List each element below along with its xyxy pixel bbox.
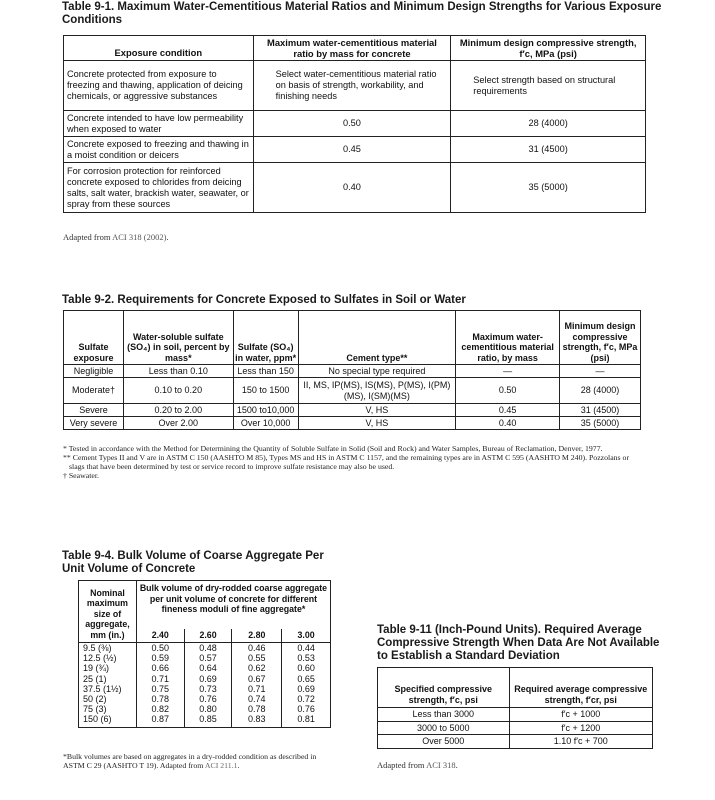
cell-cement: II, MS, IP(MS), IS(MS), P(MS), I(PM)(MS), I(SM)(MS) — [298, 378, 456, 404]
table-row — [64, 111, 646, 137]
cell-strength: 28 (4000) — [560, 378, 641, 404]
cell-soil: Over 2.00 — [123, 417, 233, 430]
header-max-wc-ratio: Maximum water-cementitious material ratio by mass for concrete — [253, 36, 451, 61]
cell-exposure: Concrete intended to have low permeability when exposed to water — [64, 111, 254, 137]
source-reference: ACI 318 — [426, 760, 456, 770]
source-end: . — [455, 760, 458, 770]
header-fm-2-80: 2.80 — [232, 629, 282, 643]
cell-bulk-volume: 0.76 — [184, 694, 232, 704]
cell-water: Less than 150 — [233, 365, 298, 378]
table-row — [378, 735, 653, 749]
cell-strength: 31 (4500) — [451, 137, 646, 163]
table-9-1 — [63, 35, 646, 213]
cell-bulk-volume: 0.55 — [232, 653, 282, 663]
cell-wc: 0.45 — [456, 404, 560, 417]
cell-bulk-volume: 0.53 — [297, 653, 315, 664]
header-nominal-size: Nominal maximum size of aggregate, mm (in.) — [79, 581, 137, 643]
cell-bulk-volume: 0.50 — [136, 643, 184, 654]
table-9-1-source — [63, 232, 169, 242]
cell-cement: V, HS — [298, 404, 456, 417]
cell-required: f′c + 1000 — [509, 708, 652, 722]
header-fm-2-60: 2.60 — [184, 629, 232, 643]
cell-bulk-volume: 0.75 — [136, 684, 184, 694]
cell-strength: 35 (5000) — [560, 417, 641, 430]
cell-wc-ratio: Select water-cementitious material ratio on basis of strength, workability, and finishing needs — [253, 61, 451, 111]
cell-bulk-volume: 0.87 — [136, 714, 184, 727]
table-9-4 — [78, 580, 331, 728]
cell-bulk-volume: 0.71 — [136, 674, 184, 684]
table-9-2-title: Table 9-2. Requirements for Concrete Exposed to Sulfates in Soil or Water — [62, 294, 466, 306]
cell-wc: 0.40 — [456, 417, 560, 430]
table-9-4-title: Table 9-4. Bulk Volume of Coarse Aggregate Per Unit Volume of Concrete — [62, 550, 324, 575]
table-9-11-title: Table 9-11 (Inch-Pound Units). Required Average Compressive Strength When Data Are Not Available to Establish a Standard Deviation — [377, 624, 660, 662]
table-row — [378, 721, 653, 735]
header-specified-strength — [378, 668, 510, 708]
table-row — [79, 653, 331, 663]
cell-water: 1500 to10,000 — [233, 404, 298, 417]
header-cement-type: Cement type** — [298, 311, 456, 365]
header-bulk-volume: Bulk volume of dry-rodded coarse aggregate per unit volume of concrete for different fineness moduli of fine aggregate* — [139, 583, 328, 614]
cell-aggregate-size: 150 (6) — [79, 714, 137, 727]
cell-aggregate-size: 37.5 (1½) — [79, 684, 137, 694]
table-row — [79, 643, 331, 654]
cell-aggregate-size: 75 (3) — [79, 704, 137, 714]
cell-bulk-volume: 0.71 — [232, 684, 282, 694]
header-required-strength-text: Required average compressive strength, f′cr, psi — [514, 684, 648, 705]
table-9-11 — [377, 667, 653, 749]
table-9-1-title: Table 9-1. Maximum Water-Cementitious Material Ratios and Minimum Design Strengths for Various Exposure Conditions — [62, 1, 662, 26]
cell-bulk-volume: 0.48 — [184, 643, 232, 654]
cell-bulk-volume: 0.76 — [297, 704, 315, 715]
cell-bulk-volume: 0.67 — [232, 674, 282, 684]
footnote-bulk-volumes: *Bulk volumes are based on aggregates in a dry-rodded condition as described in ASTM C 29 (AASHTO T 19). Adapted from — [63, 752, 317, 770]
cell-required: 1.10 f′c + 700 — [509, 735, 652, 749]
table-9-2 — [63, 310, 641, 430]
cell-wc: 0.50 — [456, 378, 560, 404]
cell-cement: No special type required — [298, 365, 456, 378]
footnote-seawater: † Seawater. — [63, 471, 99, 480]
table-row — [64, 61, 646, 111]
cell-exposure: Moderate† — [64, 378, 124, 404]
cell-wc-ratio: 0.50 — [253, 111, 451, 137]
header-fm-2-40: 2.40 — [136, 629, 184, 643]
cell-bulk-volume: 0.65 — [297, 673, 315, 684]
source-prefix: Adapted from — [377, 760, 425, 770]
cell-exposure: Concrete exposed to freezing and thawing in a moist condition or deicers — [64, 137, 254, 163]
cell-bulk-volume: 0.62 — [232, 663, 282, 673]
table-9-11-source — [377, 760, 458, 770]
cell-bulk-volume: 0.78 — [136, 694, 184, 704]
cell-specified: Over 5000 — [378, 735, 510, 749]
table-9-2-notes — [63, 444, 645, 480]
cell-exposure: Negligible — [64, 365, 124, 378]
header-fm-3-00: 3.00 — [297, 630, 315, 640]
table-row — [64, 417, 641, 430]
table-row — [64, 378, 641, 404]
cell-aggregate-size: 50 (2) — [79, 694, 137, 704]
cell-exposure: Concrete protected from exposure to freezing and thawing, application of deicing chemicals, or aggressive substances — [64, 61, 254, 111]
cell-bulk-volume: 0.74 — [232, 694, 282, 704]
table-9-4-note — [63, 752, 338, 770]
cell-cement: V, HS — [298, 417, 456, 430]
table-row — [64, 365, 641, 378]
cell-water: 150 to 1500 — [233, 378, 298, 404]
cell-bulk-volume: 0.72 — [297, 694, 315, 705]
source-end: . — [166, 232, 169, 242]
table-row — [79, 704, 331, 714]
table-row — [79, 674, 331, 684]
cell-bulk-volume: 0.73 — [184, 684, 232, 694]
cell-exposure: Very severe — [64, 417, 124, 430]
table-row — [64, 404, 641, 417]
cell-strength: 31 (4500) — [560, 404, 641, 417]
cell-exposure: Severe — [64, 404, 124, 417]
table-row — [64, 163, 646, 213]
cell-bulk-volume: 0.66 — [136, 663, 184, 673]
cell-bulk-volume: 0.57 — [184, 653, 232, 663]
cell-bulk-volume: 0.64 — [184, 663, 232, 673]
cell-strength: — — [560, 365, 641, 378]
cell-bulk-volume: 0.85 — [184, 714, 232, 727]
cell-wc-ratio: 0.40 — [253, 163, 451, 213]
header-required-strength — [509, 668, 652, 708]
cell-exposure: For corrosion protection for reinforced concrete exposed to chlorides from deicing salts, salt water, brackish water, seawater, or spray from these sources — [64, 163, 254, 213]
cell-specified: 3000 to 5000 — [378, 721, 510, 735]
cell-bulk-volume: 0.82 — [136, 704, 184, 714]
cell-water: Over 10,000 — [233, 417, 298, 430]
table-row — [79, 694, 331, 704]
cell-bulk-volume: 0.60 — [297, 663, 315, 674]
cell-bulk-volume: 0.59 — [136, 653, 184, 663]
cell-bulk-volume: 0.69 — [184, 674, 232, 684]
cell-wc-ratio: 0.45 — [253, 137, 451, 163]
cell-required: f′c + 1200 — [509, 721, 652, 735]
cell-aggregate-size: 12.5 (½) — [79, 653, 137, 663]
header-min-strength: Minimum design compressive strength, f′c, MPa (psi) — [560, 311, 641, 365]
cell-bulk-volume: 0.46 — [232, 643, 282, 654]
footnote-tested: * Tested in accordance with the Method for Determining the Quantity of Soluble Sulfate in Solid (Soil and Rock) and Water Samples, Bureau of Reclamation, Denver, 1977. — [63, 444, 603, 453]
cell-specified: Less than 3000 — [378, 708, 510, 722]
header-min-strength — [451, 36, 646, 61]
header-exposure-condition: Exposure condition — [64, 36, 254, 61]
footnote-end: . — [237, 761, 240, 770]
header-min-strength-line2: f′c, MPa (psi) — [519, 48, 577, 59]
cell-bulk-volume: 0.44 — [297, 643, 315, 653]
cell-bulk-volume: 0.78 — [232, 704, 282, 714]
cell-bulk-volume: 0.83 — [232, 714, 282, 727]
cell-soil: 0.20 to 2.00 — [123, 404, 233, 417]
header-max-wc-ratio: Maximum water-cementitious material ratio, by mass — [456, 311, 560, 365]
table-row — [79, 684, 331, 694]
header-water-sulfate: Sulfate (SO₄) in water, ppm* — [233, 311, 298, 365]
cell-strength: 35 (5000) — [451, 163, 646, 213]
header-specified-strength-text: Specified compressive strength, f′c, psi — [394, 684, 493, 705]
cell-aggregate-size: 19 (¾) — [79, 663, 137, 673]
table-row — [79, 714, 331, 727]
cell-strength: 28 (4000) — [451, 111, 646, 137]
table-row — [64, 137, 646, 163]
source-reference: ACI 318 (2002) — [112, 232, 167, 242]
footnote-cement-types: ** Cement Types II and V are in ASTM C 150 (AASHTO M 85), Types MS and HS in ASTM C 1157, and the remaining types are in ASTM C 595 (AASHTO M 240). Pozzolans or slags that have been determined by test or service record to improve sulfate resistance may also be used. — [63, 453, 630, 471]
header-soil-sulfate: Water-soluble sulfate (SO₄) in soil, percent by mass* — [123, 311, 233, 365]
cell-wc: — — [456, 365, 560, 378]
header-min-strength-line1: Minimum design compressive strength, — [459, 37, 637, 48]
cell-bulk-volume: 0.81 — [297, 714, 315, 725]
source-prefix: Adapted from — [63, 232, 111, 242]
cell-strength: Select strength based on structural requirements — [451, 61, 646, 111]
cell-aggregate-size: 25 (1) — [79, 674, 137, 684]
cell-soil: Less than 0.10 — [123, 365, 233, 378]
cell-soil: 0.10 to 0.20 — [123, 378, 233, 404]
cell-aggregate-size: 9.5 (⅜) — [79, 643, 137, 654]
table-row — [378, 708, 653, 722]
footnote-reference: ACI 211.1 — [204, 761, 238, 770]
header-sulfate-exposure: Sulfate exposure — [64, 311, 124, 365]
cell-bulk-volume: 0.69 — [297, 683, 315, 694]
cell-bulk-volume: 0.80 — [184, 704, 232, 714]
table-row — [79, 663, 331, 673]
